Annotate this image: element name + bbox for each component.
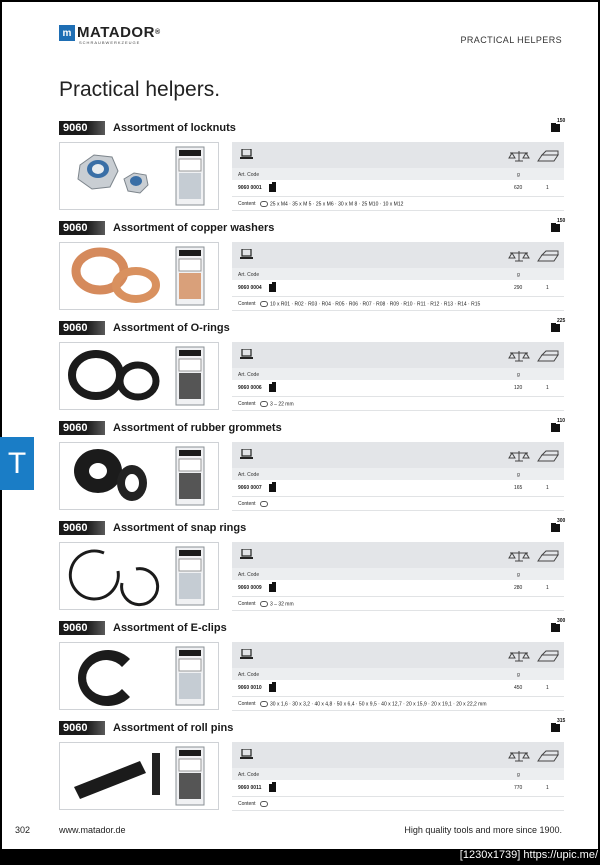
content-row bbox=[232, 697, 564, 711]
pack-icon bbox=[269, 584, 276, 592]
art-code-label: Art. Code bbox=[238, 472, 260, 478]
nut-icon bbox=[260, 201, 268, 207]
box-icon bbox=[537, 449, 559, 467]
weight-unit-label: g bbox=[517, 772, 520, 778]
article-group-badge: 9060 bbox=[59, 621, 105, 635]
piece-count: 150 bbox=[557, 218, 566, 224]
section-header bbox=[59, 118, 566, 135]
art-code-label: Art. Code bbox=[238, 572, 260, 578]
product-table bbox=[232, 442, 564, 511]
table-row[interactable] bbox=[232, 580, 564, 597]
section-header bbox=[59, 418, 566, 435]
pack-icon bbox=[269, 284, 276, 292]
article-code: 9060 0007 bbox=[238, 485, 262, 491]
section-header bbox=[59, 218, 566, 235]
product-title: Assortment of O-rings bbox=[113, 322, 230, 334]
grommet-icon bbox=[260, 501, 268, 507]
brand-name: MATADOR bbox=[77, 24, 155, 41]
product-title: Assortment of copper washers bbox=[113, 222, 275, 234]
quantity-value: 1 bbox=[546, 285, 549, 291]
laptop-icon bbox=[240, 647, 253, 665]
table-header-row bbox=[232, 168, 564, 180]
article-group-badge: 9060 bbox=[59, 521, 105, 535]
content-label: Content bbox=[238, 401, 256, 407]
product-title: Assortment of E-clips bbox=[113, 622, 227, 634]
weight-value: 450 bbox=[514, 685, 523, 691]
piece-count: 225 bbox=[557, 318, 566, 324]
table-row[interactable] bbox=[232, 480, 564, 497]
article-code: 9060 0006 bbox=[238, 385, 262, 391]
quantity-value: 1 bbox=[546, 185, 549, 191]
snapring-icon bbox=[260, 601, 268, 607]
pack-icon bbox=[269, 184, 276, 192]
piece-count-icon bbox=[550, 619, 564, 633]
weight-unit-label: g bbox=[517, 372, 520, 378]
quantity-value: 1 bbox=[546, 585, 549, 591]
weight-value: 770 bbox=[514, 785, 523, 791]
content-label: Content bbox=[238, 801, 256, 807]
watermark: [1230x1739] https://upic.me/ bbox=[459, 849, 598, 861]
table-header-row bbox=[232, 568, 564, 580]
product-title: Assortment of rubber grommets bbox=[113, 422, 282, 434]
registered-mark: ® bbox=[154, 29, 161, 36]
content-row bbox=[232, 197, 564, 211]
piece-count: 300 bbox=[557, 518, 566, 524]
washer-icon bbox=[260, 301, 268, 307]
product-title: Assortment of roll pins bbox=[113, 722, 234, 734]
product-section bbox=[59, 518, 566, 616]
product-section bbox=[59, 618, 566, 716]
product-title: Assortment of locknuts bbox=[113, 122, 236, 134]
weight-value: 290 bbox=[514, 285, 523, 291]
section-header bbox=[59, 618, 566, 635]
table-icon-row bbox=[232, 642, 564, 668]
scale-icon bbox=[508, 249, 530, 267]
content-label: Content bbox=[238, 301, 256, 307]
table-row[interactable] bbox=[232, 280, 564, 297]
article-group-badge: 9060 bbox=[59, 421, 105, 435]
matador-logo bbox=[59, 24, 161, 45]
scale-icon bbox=[508, 449, 530, 467]
product-section bbox=[59, 418, 566, 516]
footer-slogan: High quality tools and more since 1900. bbox=[404, 825, 562, 835]
box-icon bbox=[537, 649, 559, 667]
content-row bbox=[232, 597, 564, 611]
eclip-icon bbox=[260, 701, 268, 707]
weight-unit-label: g bbox=[517, 472, 520, 478]
table-row[interactable] bbox=[232, 380, 564, 397]
weight-unit-label: g bbox=[517, 672, 520, 678]
scale-icon bbox=[508, 549, 530, 567]
piece-count: 300 bbox=[557, 618, 566, 624]
article-group-badge: 9060 bbox=[59, 321, 105, 335]
page-number: 302 bbox=[15, 825, 31, 835]
content-label: Content bbox=[238, 601, 256, 607]
table-header-row bbox=[232, 368, 564, 380]
scale-icon bbox=[508, 349, 530, 367]
chapter-tab[interactable]: T bbox=[0, 437, 34, 490]
section-header bbox=[59, 518, 566, 535]
table-header-row bbox=[232, 768, 564, 780]
product-table bbox=[232, 642, 564, 711]
table-icon-row bbox=[232, 742, 564, 768]
piece-count-icon bbox=[550, 219, 564, 233]
article-code: 9060 0001 bbox=[238, 185, 262, 191]
product-image bbox=[59, 342, 219, 410]
article-group-badge: 9060 bbox=[59, 221, 105, 235]
content-row bbox=[232, 497, 564, 511]
content-label: Content bbox=[238, 201, 256, 207]
product-section bbox=[59, 118, 566, 216]
content-label: Content bbox=[238, 701, 256, 707]
laptop-icon bbox=[240, 547, 253, 565]
rollpin-icon bbox=[260, 801, 268, 807]
table-header-row bbox=[232, 468, 564, 480]
article-code: 9060 0011 bbox=[238, 785, 262, 791]
product-table bbox=[232, 342, 564, 411]
product-section bbox=[59, 218, 566, 316]
quantity-value: 1 bbox=[546, 685, 549, 691]
product-table bbox=[232, 542, 564, 611]
weight-unit-label: g bbox=[517, 272, 520, 278]
piece-count-icon bbox=[550, 319, 564, 333]
piece-count: 110 bbox=[557, 418, 566, 424]
article-group-badge: 9060 bbox=[59, 721, 105, 735]
laptop-icon bbox=[240, 147, 253, 165]
scale-icon bbox=[508, 149, 530, 167]
quantity-value: 1 bbox=[546, 785, 549, 791]
product-image bbox=[59, 642, 219, 710]
content-value: 30 x 1,6 · 30 x 3,2 · 40 x 4,8 · 50 x 6,4 · 50 x 9,5 · 40 x 12,7 · 20 x 15,9 · 20 x 19,1 · 20 x 22,2 mm bbox=[270, 701, 487, 708]
product-section bbox=[59, 718, 566, 816]
art-code-label: Art. Code bbox=[238, 272, 260, 278]
content-value: 3 – 32 mm bbox=[270, 601, 294, 608]
table-icon-row bbox=[232, 342, 564, 368]
product-table bbox=[232, 142, 564, 211]
brand-subtitle: SCHRAUBWERKZEUGE bbox=[79, 40, 141, 45]
quantity-value: 1 bbox=[546, 385, 549, 391]
box-icon bbox=[537, 549, 559, 567]
pack-icon bbox=[269, 684, 276, 692]
product-image bbox=[59, 142, 219, 210]
box-icon bbox=[537, 749, 559, 767]
product-title: Assortment of snap rings bbox=[113, 522, 247, 534]
art-code-label: Art. Code bbox=[238, 772, 260, 778]
table-row[interactable] bbox=[232, 680, 564, 697]
pack-icon bbox=[269, 484, 276, 492]
content-row bbox=[232, 797, 564, 811]
quantity-value: 1 bbox=[546, 485, 549, 491]
website-link[interactable]: www.matador.de bbox=[59, 825, 126, 835]
page-title: Practical helpers. bbox=[59, 78, 221, 101]
weight-unit-label: g bbox=[517, 172, 520, 178]
weight-value: 165 bbox=[514, 485, 523, 491]
content-value: 3 – 22 mm bbox=[270, 401, 294, 408]
content-label: Content bbox=[238, 501, 256, 507]
product-image bbox=[59, 242, 219, 310]
product-table bbox=[232, 742, 564, 811]
laptop-icon bbox=[240, 747, 253, 765]
art-code-label: Art. Code bbox=[238, 672, 260, 678]
content-value: 25 x M4 · 35 x M 5 · 25 x M6 · 30 x M 8 · 25 M10 · 10 x M12 bbox=[270, 201, 404, 208]
laptop-icon bbox=[240, 447, 253, 465]
piece-count-icon bbox=[550, 119, 564, 133]
laptop-icon bbox=[240, 247, 253, 265]
pack-icon bbox=[269, 784, 276, 792]
catalog-page bbox=[2, 2, 598, 849]
art-code-label: Art. Code bbox=[238, 172, 260, 178]
content-value: 10 x R01 · R02 · R03 · R04 · R05 · R06 · R07 · R08 · R09 · R10 · R11 · R12 · R13 · R14 · R15 bbox=[270, 301, 481, 308]
piece-count: 150 bbox=[557, 118, 566, 124]
article-code: 9060 0004 bbox=[238, 285, 262, 291]
laptop-icon bbox=[240, 347, 253, 365]
section-header bbox=[59, 318, 566, 335]
box-icon bbox=[537, 249, 559, 267]
piece-count-icon bbox=[550, 719, 564, 733]
section-header bbox=[59, 718, 566, 735]
weight-unit-label: g bbox=[517, 572, 520, 578]
oring-icon bbox=[260, 401, 268, 407]
piece-count-icon bbox=[550, 419, 564, 433]
article-code: 9060 0009 bbox=[238, 585, 262, 591]
product-image bbox=[59, 542, 219, 610]
art-code-label: Art. Code bbox=[238, 372, 260, 378]
table-icon-row bbox=[232, 542, 564, 568]
section-label: PRACTICAL HELPERS bbox=[460, 35, 562, 45]
weight-value: 620 bbox=[514, 185, 523, 191]
weight-value: 280 bbox=[514, 585, 523, 591]
box-icon bbox=[537, 149, 559, 167]
table-icon-row bbox=[232, 442, 564, 468]
product-image bbox=[59, 742, 219, 810]
content-row bbox=[232, 397, 564, 411]
scale-icon bbox=[508, 649, 530, 667]
article-group-badge: 9060 bbox=[59, 121, 105, 135]
matador-logo-mark: m bbox=[59, 25, 75, 41]
pack-icon bbox=[269, 384, 276, 392]
box-icon bbox=[537, 349, 559, 367]
content-row bbox=[232, 297, 564, 311]
table-row[interactable] bbox=[232, 780, 564, 797]
table-icon-row bbox=[232, 242, 564, 268]
product-section bbox=[59, 318, 566, 416]
product-table bbox=[232, 242, 564, 311]
table-header-row bbox=[232, 268, 564, 280]
table-header-row bbox=[232, 668, 564, 680]
scale-icon bbox=[508, 749, 530, 767]
article-code: 9060 0010 bbox=[238, 685, 262, 691]
table-row[interactable] bbox=[232, 180, 564, 197]
product-image bbox=[59, 442, 219, 510]
weight-value: 120 bbox=[514, 385, 523, 391]
table-icon-row bbox=[232, 142, 564, 168]
piece-count: 315 bbox=[557, 718, 566, 724]
piece-count-icon bbox=[550, 519, 564, 533]
